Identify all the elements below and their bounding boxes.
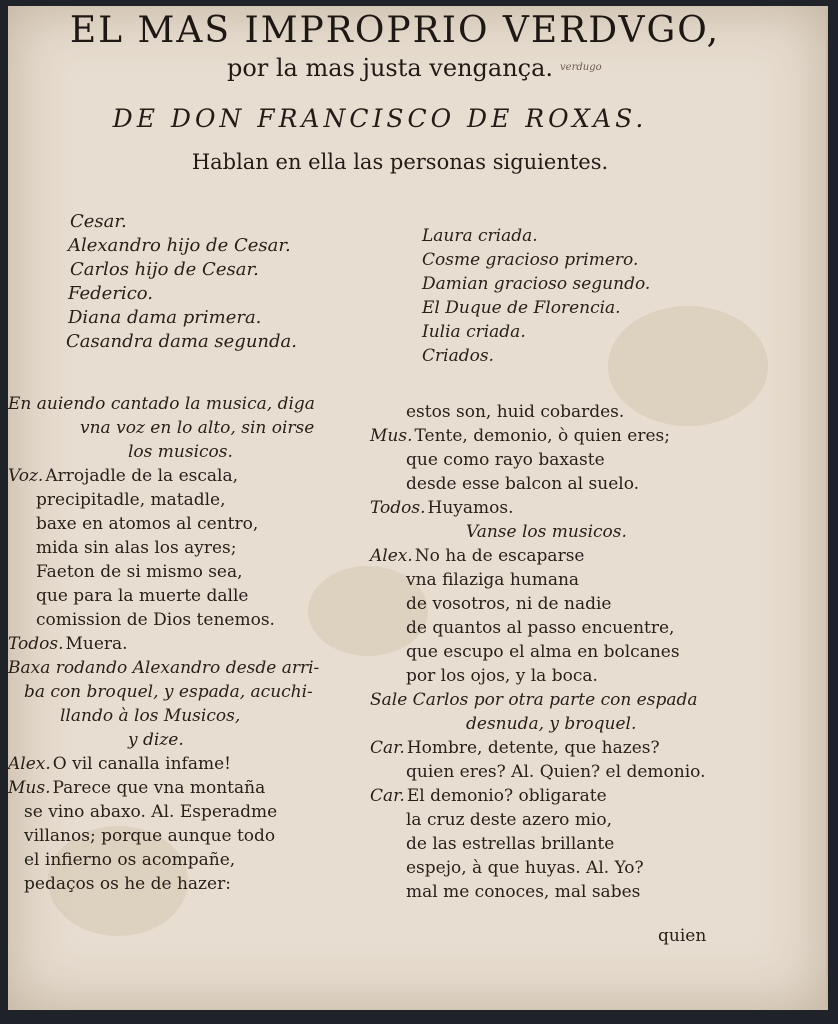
verse-line bbox=[8, 608, 378, 632]
verse-text: Faeton de si mismo sea, bbox=[36, 562, 243, 582]
verse-text: estos son, huid cobardes. bbox=[406, 402, 625, 422]
cast-item: El Duque de Florencia. bbox=[422, 298, 621, 318]
verse-line bbox=[8, 704, 378, 728]
verse-text: Parece que vna montaña bbox=[52, 778, 266, 798]
verse-line bbox=[370, 424, 750, 448]
verse-text: vna filaziga humana bbox=[406, 570, 580, 590]
verse-line bbox=[370, 592, 750, 616]
verse-line bbox=[8, 464, 378, 488]
verse-text: el infierno os acompañe, bbox=[24, 850, 236, 870]
verse-text: comission de Dios tenemos. bbox=[36, 610, 275, 630]
verse-text: que para la muerte dalle bbox=[36, 586, 249, 606]
verse-text: que escupo el alma en bolcanes bbox=[406, 642, 680, 662]
verse-line bbox=[8, 416, 378, 440]
verse-text: vna voz en lo alto, sin oirse bbox=[80, 418, 315, 438]
verse-line bbox=[8, 440, 378, 464]
verse-text: de las estrellas brillante bbox=[406, 834, 615, 854]
verse-line bbox=[370, 880, 750, 904]
verse-line bbox=[8, 560, 378, 584]
verse-text: mal me conoces, mal sabes bbox=[406, 882, 641, 902]
persons-heading: Hablan en ella las personas siguientes. bbox=[191, 150, 609, 174]
speaker-label: Mus. bbox=[8, 778, 51, 798]
verse-line bbox=[8, 392, 378, 416]
speaker-label: Todos. bbox=[8, 634, 64, 654]
verse-line bbox=[8, 848, 378, 872]
speaker-label: Car. bbox=[370, 786, 405, 806]
text-column-right bbox=[370, 400, 750, 904]
verse-line bbox=[370, 568, 750, 592]
verse-line bbox=[8, 728, 378, 752]
cast-item: Cesar. bbox=[70, 211, 127, 232]
verse-text: llando à los Musicos, bbox=[60, 706, 241, 726]
cast-item: Damian gracioso segundo. bbox=[422, 274, 651, 294]
verse-line bbox=[370, 784, 750, 808]
verse-text: que como rayo baxaste bbox=[406, 450, 605, 470]
verse-line bbox=[8, 872, 378, 896]
verse-line bbox=[8, 656, 378, 680]
handwritten-note: verdugo bbox=[560, 62, 602, 73]
cast-item: Casandra dama segunda. bbox=[66, 331, 297, 352]
verse-text: O vil canalla infame! bbox=[52, 754, 231, 774]
verse-line bbox=[8, 800, 378, 824]
verse-line bbox=[8, 632, 378, 656]
play-subtitle: por la mas justa vengança. bbox=[226, 54, 554, 82]
cast-item: Diana dama primera. bbox=[68, 307, 262, 328]
verse-text: los musicos. bbox=[128, 442, 233, 462]
verse-line bbox=[370, 520, 750, 544]
text-column-left bbox=[8, 392, 378, 896]
verse-line bbox=[8, 488, 378, 512]
verse-text: y dize. bbox=[128, 730, 184, 750]
verse-line bbox=[8, 584, 378, 608]
verse-text: ba con broquel, y espada, acuchi- bbox=[24, 682, 313, 702]
verse-text: desnuda, y broquel. bbox=[466, 714, 637, 734]
verse-text: Sale Carlos por otra parte con espada bbox=[370, 690, 698, 710]
cast-item: Criados. bbox=[422, 346, 494, 366]
verse-line bbox=[8, 776, 378, 800]
verse-text: El demonio? obligarate bbox=[406, 786, 607, 806]
cast-item: Carlos hijo de Cesar. bbox=[70, 259, 259, 280]
verse-line bbox=[370, 472, 750, 496]
verse-text: Baxa rodando Alexandro desde arri- bbox=[8, 658, 320, 678]
verse-line bbox=[8, 680, 378, 704]
cast-item: Laura criada. bbox=[422, 226, 538, 246]
verse-line bbox=[370, 760, 750, 784]
verse-text: de vosotros, ni de nadie bbox=[406, 594, 612, 614]
verse-line bbox=[370, 808, 750, 832]
verse-text: mida sin alas los ayres; bbox=[36, 538, 237, 558]
verse-line bbox=[370, 448, 750, 472]
verse-line bbox=[370, 712, 750, 736]
verse-text: Huyamos. bbox=[427, 498, 514, 518]
verse-text: se vino abaxo. Al. Esperadme bbox=[24, 802, 278, 822]
verse-line bbox=[8, 752, 378, 776]
verse-text: quien eres? Al. Quien? el demonio. bbox=[406, 762, 706, 782]
verse-text: desde esse balcon al suelo. bbox=[406, 474, 640, 494]
verse-text: Vanse los musicos. bbox=[466, 522, 627, 542]
verse-text: Tente, demonio, ò quien eres; bbox=[414, 426, 670, 446]
cast-list-right bbox=[422, 224, 650, 368]
speaker-label: Alex. bbox=[8, 754, 51, 774]
verse-line bbox=[370, 616, 750, 640]
cast-list-left bbox=[60, 210, 297, 354]
verse-line bbox=[370, 400, 750, 424]
verse-text: pedaços os he de hazer: bbox=[24, 874, 231, 894]
verse-text: baxe en atomos al centro, bbox=[36, 514, 259, 534]
verse-text: de quantos al passo encuentre, bbox=[406, 618, 675, 638]
verse-text: No ha de escaparse bbox=[414, 546, 585, 566]
verse-text: Arrojadle de la escala, bbox=[45, 466, 239, 486]
verse-line bbox=[370, 544, 750, 568]
speaker-label: Mus. bbox=[370, 426, 413, 446]
verse-line bbox=[370, 856, 750, 880]
verse-text: precipitadle, matadle, bbox=[36, 490, 226, 510]
speaker-label: Car. bbox=[370, 738, 405, 758]
cast-item: Alexandro hijo de Cesar. bbox=[68, 235, 291, 256]
cast-item: Iulia criada. bbox=[422, 322, 526, 342]
cast-item: Cosme gracioso primero. bbox=[422, 250, 639, 270]
verse-line bbox=[8, 512, 378, 536]
verse-text: espejo, à que huyas. Al. Yo? bbox=[406, 858, 644, 878]
verse-line bbox=[370, 688, 750, 712]
catchword: quien bbox=[658, 926, 707, 946]
verse-text: la cruz deste azero mio, bbox=[406, 810, 613, 830]
verse-line bbox=[370, 640, 750, 664]
verse-text: villanos; porque aunque todo bbox=[24, 826, 276, 846]
verse-line bbox=[370, 496, 750, 520]
speaker-label: Todos. bbox=[370, 498, 426, 518]
speaker-label: Alex. bbox=[370, 546, 413, 566]
verse-line bbox=[8, 536, 378, 560]
speaker-label: Voz. bbox=[8, 466, 44, 486]
verse-line bbox=[370, 832, 750, 856]
verse-line bbox=[8, 824, 378, 848]
verse-line bbox=[370, 664, 750, 688]
play-title: EL MAS IMPROPRIO VERDVGO, bbox=[69, 10, 721, 51]
cast-item: Federico. bbox=[68, 283, 154, 304]
author-line: DE DON FRANCISCO DE ROXAS. bbox=[112, 104, 648, 133]
verse-text: Muera. bbox=[65, 634, 128, 654]
verse-text: por los ojos, y la boca. bbox=[406, 666, 598, 686]
verse-text: Hombre, detente, que hazes? bbox=[406, 738, 660, 758]
verse-line bbox=[370, 736, 750, 760]
verse-text: En auiendo cantado la musica, diga bbox=[8, 394, 315, 414]
